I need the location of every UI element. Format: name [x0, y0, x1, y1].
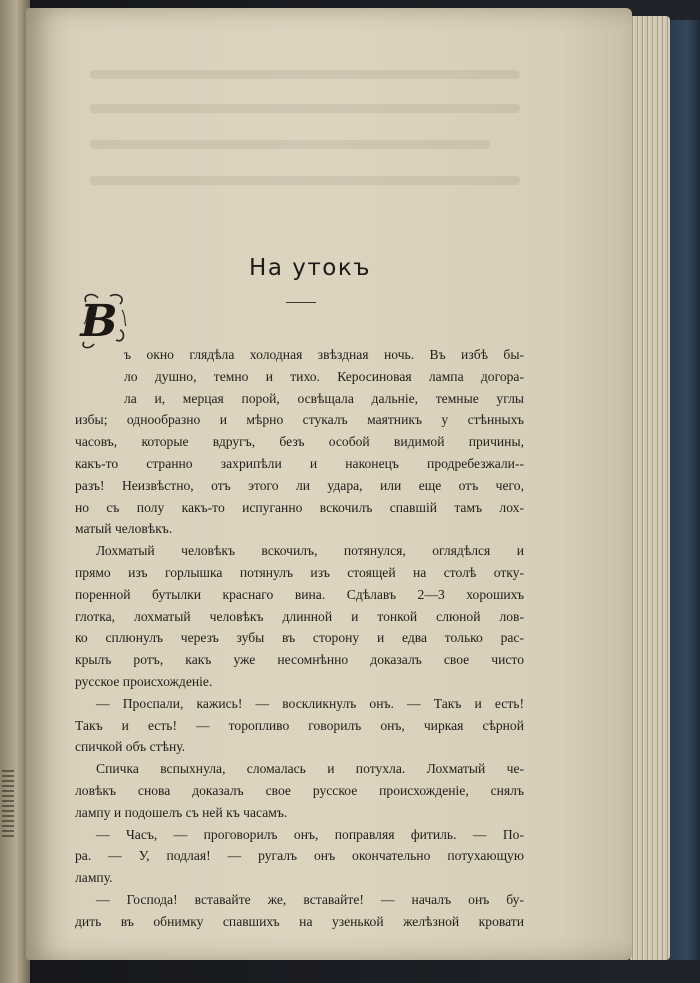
- text-line: — Часъ, — проговорилъ онъ, поправляя фитиль. — По-: [96, 826, 524, 842]
- text-line: глотка, лохматый человѣкъ длинной и тонкой слюной лов-: [75, 608, 524, 624]
- text-line: но съ полу какъ-то испуганно вскочилъ спавшій тамъ лох-: [75, 499, 524, 515]
- story-title: На утокъ: [249, 255, 371, 281]
- text-line: лампу.: [75, 870, 113, 886]
- drop-cap-letter: В: [80, 296, 118, 347]
- show-through-line: [90, 176, 520, 185]
- text-line: Спичка вспыхнула, сломалась и потухла. Лохматый че-: [96, 761, 524, 777]
- text-line: ъ окно глядѣла холодная звѣздная ночь. Въ избѣ бы-: [124, 347, 524, 362]
- text-line: ловѣкъ снова доказалъ свое русское происхожденіе, снялъ: [75, 783, 524, 798]
- show-through-line: [90, 70, 520, 79]
- text-line: крылъ ротъ, какъ уже несомнѣнно доказалъ свое чисто: [75, 652, 524, 668]
- text-line: прямо изъ горлышка потянулъ изъ стоящей на столѣ отку-: [75, 565, 524, 580]
- text-line: Такъ и есть! — торопливо говорилъ онъ, чиркая сѣрной: [75, 717, 524, 733]
- text-line: Лохматый человѣкъ вскочилъ, потянулся, оглядѣлся и: [96, 543, 524, 559]
- text-line: ла и, мерцая порой, освѣщала дальніе, темные углы: [124, 390, 524, 406]
- text-line: ра. — У, подлая! — ругалъ онъ окончательно потухающую: [75, 848, 524, 864]
- page-stack-edges: [630, 16, 670, 960]
- text-line: поренной бутылки краснаго вина. Сдѣлавъ 2—3 хорошихъ: [75, 586, 524, 602]
- text-line: ло душно, темно и тихо. Керосиновая лампа догора-: [124, 368, 524, 384]
- text-line: — Проспали, кажись! — воскликнулъ онъ. — Такъ и есть!: [96, 695, 524, 711]
- text-line: — Господа! вставайте же, вставайте! — началъ онъ бу-: [96, 892, 524, 907]
- text-line: какъ-то странно захрипѣли и наконецъ продребезжали--: [75, 456, 524, 471]
- text-line: дить въ обнимку спавшихъ на узенькой желѣзной кровати: [75, 913, 524, 929]
- text-line: ко сплюнулъ черезъ зубы въ сторону и едва только рас-: [75, 630, 524, 646]
- title-rule: [286, 302, 316, 303]
- text-line: спичкой объ стѣну.: [75, 739, 186, 755]
- text-line: избы; однообразно и мѣрно стукалъ маятникъ у стѣнныхъ: [75, 412, 524, 428]
- text-line: разъ! Неизвѣстно, отъ этого ли удара, или еще отъ чего,: [75, 477, 524, 493]
- text-line: лампу и подошелъ съ ней къ часамъ.: [75, 804, 288, 820]
- text-line: матый человѣкъ.: [75, 521, 173, 537]
- text-line: русское происхожденіе.: [75, 674, 213, 689]
- book-cover-edge: [668, 20, 700, 960]
- text-line: часовъ, которые вдругъ, безъ особой видимой причины,: [75, 434, 524, 450]
- show-through-line: [90, 104, 520, 113]
- facing-page-text-fragment: [2, 770, 14, 840]
- show-through-line: [90, 140, 490, 149]
